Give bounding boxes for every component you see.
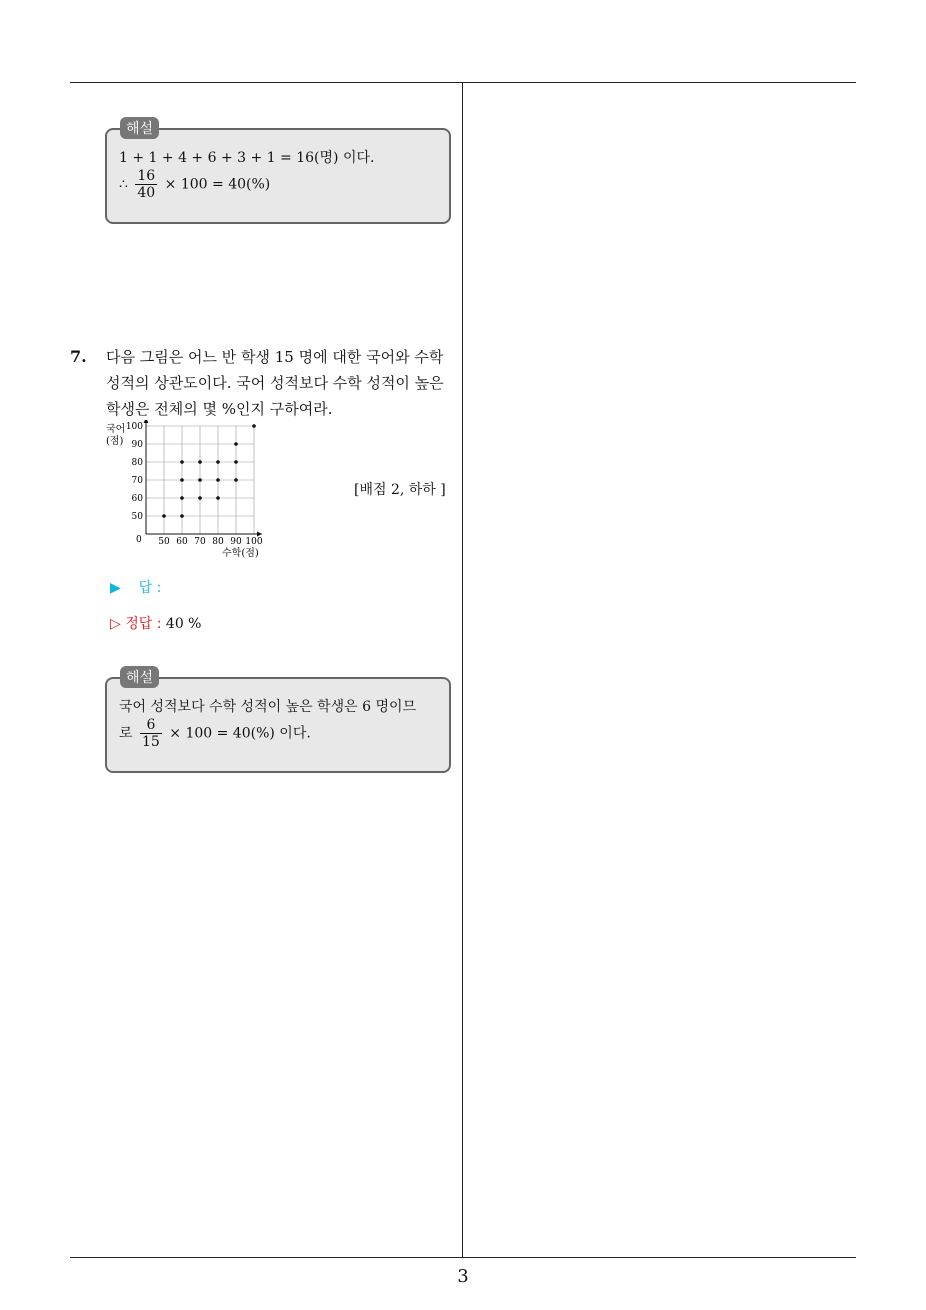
question-number: 7. (70, 347, 87, 366)
correct-answer-row (110, 613, 201, 633)
scatter-point (234, 460, 238, 464)
origin-label: 0 (136, 535, 142, 545)
page-number: 3 (457, 1266, 469, 1287)
x-tick-label: 70 (194, 537, 206, 547)
fraction (140, 717, 162, 750)
fraction-numerator: 6 (140, 717, 162, 734)
question-text: 다음 그림은 어느 반 학생 15 명에 대한 국어와 수학 성적의 상관도이다. 국어 성적보다 수학 성적이 높은 학생은 전체의 몇 %인지 구하여라. (106, 348, 444, 418)
solution-2-line2 (119, 717, 437, 750)
scatter-chart (100, 420, 270, 560)
y-tick-label: 80 (131, 458, 143, 468)
fraction-denominator: 15 (141, 734, 160, 750)
scatter-point (180, 478, 184, 482)
x-tick-label: 90 (230, 537, 242, 547)
solution-tag-1: 해설 (120, 117, 159, 139)
y-tick-label: 90 (131, 440, 143, 450)
scatter-point (216, 460, 220, 464)
y-tick-label: 70 (131, 476, 143, 486)
scatter-point (198, 496, 202, 500)
bottom-rule (70, 1257, 856, 1258)
solution-2-line1: 국어 성적보다 수학 성적이 높은 학생은 6 명이므 (119, 699, 417, 715)
fraction-denominator: 40 (137, 185, 156, 201)
solution-2-line2-prefix: 로 (119, 725, 133, 742)
play-icon: ▶ (110, 580, 121, 596)
solution-2-line2-rest: × 100 = 40(%) 이다. (169, 725, 311, 742)
y-axis-arrow-icon (144, 420, 149, 423)
solution-box-2 (105, 677, 451, 773)
top-rule (70, 82, 856, 83)
therefore-symbol: ∴ (119, 176, 128, 193)
scatter-point (180, 496, 184, 500)
y-tick-label: 60 (131, 494, 143, 504)
scatter-point (180, 460, 184, 464)
x-axis-arrow-icon (257, 532, 262, 537)
x-tick-label: 50 (158, 537, 170, 547)
correct-answer-value: 40 % (165, 616, 202, 632)
x-tick-label: 100 (245, 537, 263, 547)
scatter-point (180, 514, 184, 518)
scatter-point (198, 460, 202, 464)
y-axis-unit: (점) (106, 436, 124, 447)
scatter-point (216, 478, 220, 482)
y-tick-label: 50 (131, 512, 143, 522)
y-axis-label: 국어 (106, 424, 126, 435)
score-label: [배점 2, 하하 ] (354, 482, 446, 498)
scatter-point (252, 424, 256, 428)
scatter-point (234, 478, 238, 482)
play-outline-icon: ▷ (110, 616, 121, 632)
column-divider (462, 82, 463, 1258)
solution-1-line1: 1 + 1 + 4 + 6 + 3 + 1 = 16(명) 이다. (119, 150, 375, 166)
x-tick-label: 80 (212, 537, 224, 547)
answer-row (110, 577, 161, 597)
scatter-point (198, 478, 202, 482)
scatter-point (216, 496, 220, 500)
answer-label: 답 : (138, 580, 162, 596)
solution-tag-2: 해설 (120, 666, 159, 688)
fraction (135, 168, 157, 201)
scatter-point (234, 442, 238, 446)
solution-box-1 (105, 128, 451, 224)
scatter-point (162, 514, 166, 518)
solution-1-line2-rest: × 100 = 40(%) (164, 176, 271, 193)
y-tick-label: 100 (125, 422, 143, 432)
x-axis-label: 수학(점) (222, 548, 259, 559)
fraction-numerator: 16 (137, 168, 156, 184)
correct-answer-label: 정답 : (125, 616, 162, 632)
solution-1-line2 (119, 168, 437, 201)
x-tick-label: 60 (176, 537, 188, 547)
